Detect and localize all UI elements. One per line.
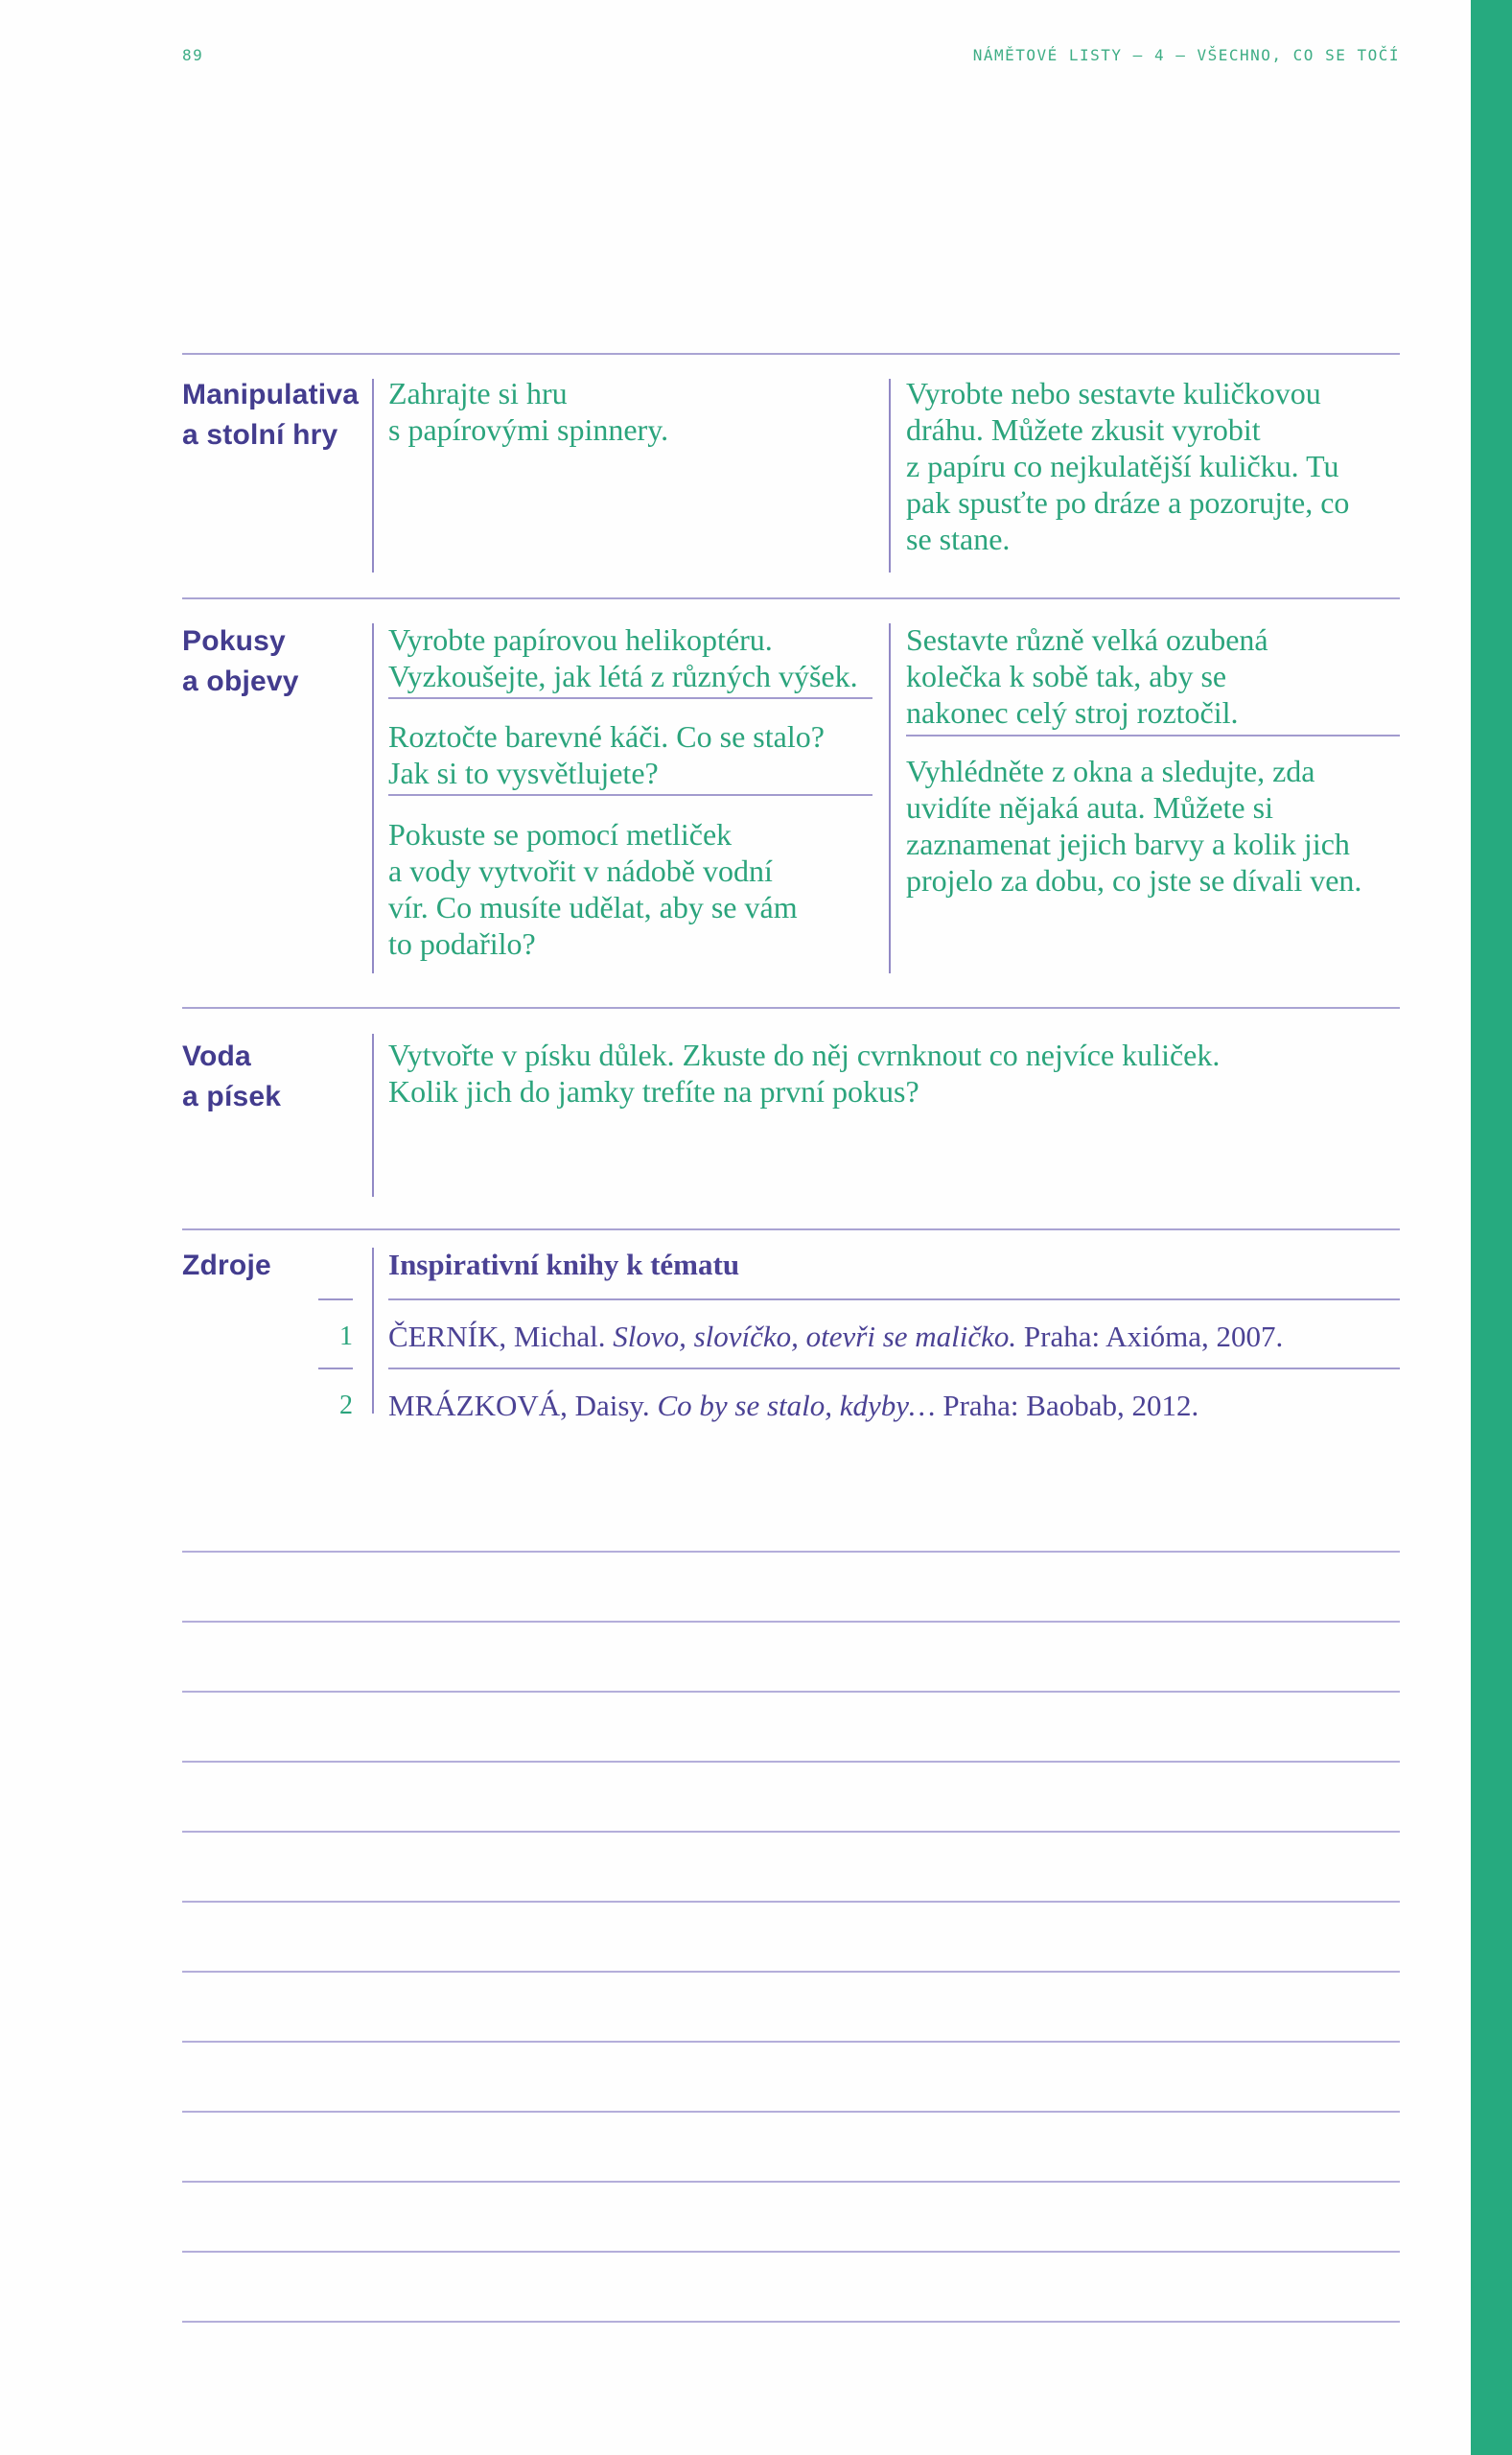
activity-divider: [388, 697, 872, 699]
item-dash: [318, 1298, 353, 1300]
book-publisher: Praha: Axióma, 2007.: [1016, 1320, 1284, 1353]
activity-text: [388, 621, 858, 694]
bibliography-heading: Inspirativní knihy k tématu: [388, 1248, 740, 1281]
bibliography-divider: [388, 1298, 1400, 1300]
column-rule: [372, 1248, 374, 1414]
text-line: Sestavte různě velká ozubená: [906, 622, 1268, 657]
section-title-line: a písek: [182, 1081, 282, 1112]
activity-text: [388, 718, 825, 791]
writing-line: [182, 2181, 1400, 2183]
text-line: Kolik jich do jamky trefíte na první pokus?: [388, 1074, 919, 1109]
text-line: vír. Co musíte udělat, aby se vám: [388, 890, 798, 924]
running-header: NÁMĚTOVÉ LISTY – 4 – VŠECHNO, CO SE TOČÍ: [972, 46, 1400, 64]
writing-line: [182, 2251, 1400, 2253]
text-line: zaznamenat jejich barvy a kolik jich: [906, 827, 1350, 861]
text-line: Vytvořte v písku důlek. Zkuste do něj cvrnknout co nejvíce kuliček.: [388, 1038, 1221, 1072]
writing-line: [182, 2321, 1400, 2323]
text-line: a vody vytvořit v nádobě vodní: [388, 853, 773, 888]
writing-line: [182, 1621, 1400, 1623]
activity-text: [906, 621, 1268, 731]
writing-line: [182, 1691, 1400, 1693]
activity-divider: [388, 794, 872, 796]
column-rule: [372, 623, 374, 973]
text-line: Vyzkoušejte, jak létá z různých výšek.: [388, 659, 858, 693]
text-line: projelo za dobu, co jste se dívali ven.: [906, 863, 1362, 898]
book-author: MRÁZKOVÁ, Daisy.: [388, 1389, 658, 1422]
activity-text: [388, 816, 798, 962]
book-number: 2: [339, 1391, 353, 1420]
item-dash: [318, 1368, 353, 1369]
text-line: kolečka k sobě tak, aby se: [906, 659, 1227, 693]
writing-line: [182, 1761, 1400, 1763]
section-title-voda: [182, 1037, 281, 1117]
writing-line: [182, 1901, 1400, 1903]
text-line: nakonec celý stroj roztočil.: [906, 695, 1239, 730]
activity-text: [906, 753, 1361, 899]
section-title-line: Manipulativa: [182, 379, 360, 410]
column-rule: [889, 623, 891, 973]
activity-text: [906, 375, 1349, 557]
section-title-pokusy: [182, 621, 299, 702]
section-divider: [182, 597, 1400, 599]
book-number: 1: [339, 1321, 353, 1351]
section-title-zdroje: [182, 1246, 271, 1286]
section-title-line: Pokusy: [182, 625, 286, 657]
activity-divider: [906, 735, 1400, 736]
section-title-line: a stolní hry: [182, 419, 338, 451]
text-line: uvidíte nějaká auta. Můžete si: [906, 790, 1273, 825]
column-rule: [372, 379, 374, 573]
text-line: z papíru co nejkulatější kuličku. Tu: [906, 449, 1339, 483]
activity-text: [388, 375, 668, 448]
book-entry: [388, 1387, 1198, 1425]
text-line: Vyhlédněte z okna a sledujte, zda: [906, 754, 1315, 788]
book-publisher: Praha: Baobab, 2012.: [935, 1389, 1199, 1422]
section-title-line: Voda: [182, 1040, 251, 1072]
text-line: s papírovými spinnery.: [388, 412, 669, 447]
text-line: Jak si to vysvětlujete?: [388, 756, 659, 790]
section-title-line: Zdroje: [182, 1250, 271, 1281]
column-rule: [889, 379, 891, 573]
writing-line: [182, 2111, 1400, 2113]
section-title-manipulativa: [182, 375, 359, 456]
text-line: Pokuste se pomocí metliček: [388, 817, 733, 852]
text-line: Roztočte barevné káči. Co se stalo?: [388, 719, 825, 754]
text-line: pak spusťte po dráze a pozorujte, co: [906, 485, 1350, 520]
writing-line: [182, 1551, 1400, 1553]
book-title: Co by se stalo, kdyby…: [657, 1389, 936, 1422]
page-number: 89: [182, 46, 204, 64]
text-line: to podařilo?: [388, 926, 536, 961]
book-entry: [388, 1318, 1283, 1356]
text-line: Vyrobte papírovou helikoptéru.: [388, 622, 773, 657]
section-title-line: a objevy: [182, 666, 299, 697]
column-rule: [372, 1034, 374, 1197]
text-line: Zahrajte si hru: [388, 376, 568, 410]
writing-line: [182, 2041, 1400, 2043]
section-divider: [182, 1007, 1400, 1009]
text-line: Vyrobte nebo sestavte kuličkovou: [906, 376, 1321, 410]
text-line: se stane.: [906, 522, 1011, 556]
book-author: ČERNÍK, Michal.: [388, 1320, 614, 1353]
book-title: Slovo, slovíčko, otevři se maličko.: [613, 1320, 1017, 1353]
page-edge-bar: [1471, 0, 1512, 2455]
section-divider: [182, 1228, 1400, 1230]
activity-text: [388, 1037, 1220, 1110]
text-line: dráhu. Můžete zkusit vyrobit: [906, 412, 1261, 447]
writing-line: [182, 1971, 1400, 1973]
section-divider: [182, 353, 1400, 355]
writing-line: [182, 1831, 1400, 1833]
bibliography-divider: [388, 1368, 1400, 1369]
